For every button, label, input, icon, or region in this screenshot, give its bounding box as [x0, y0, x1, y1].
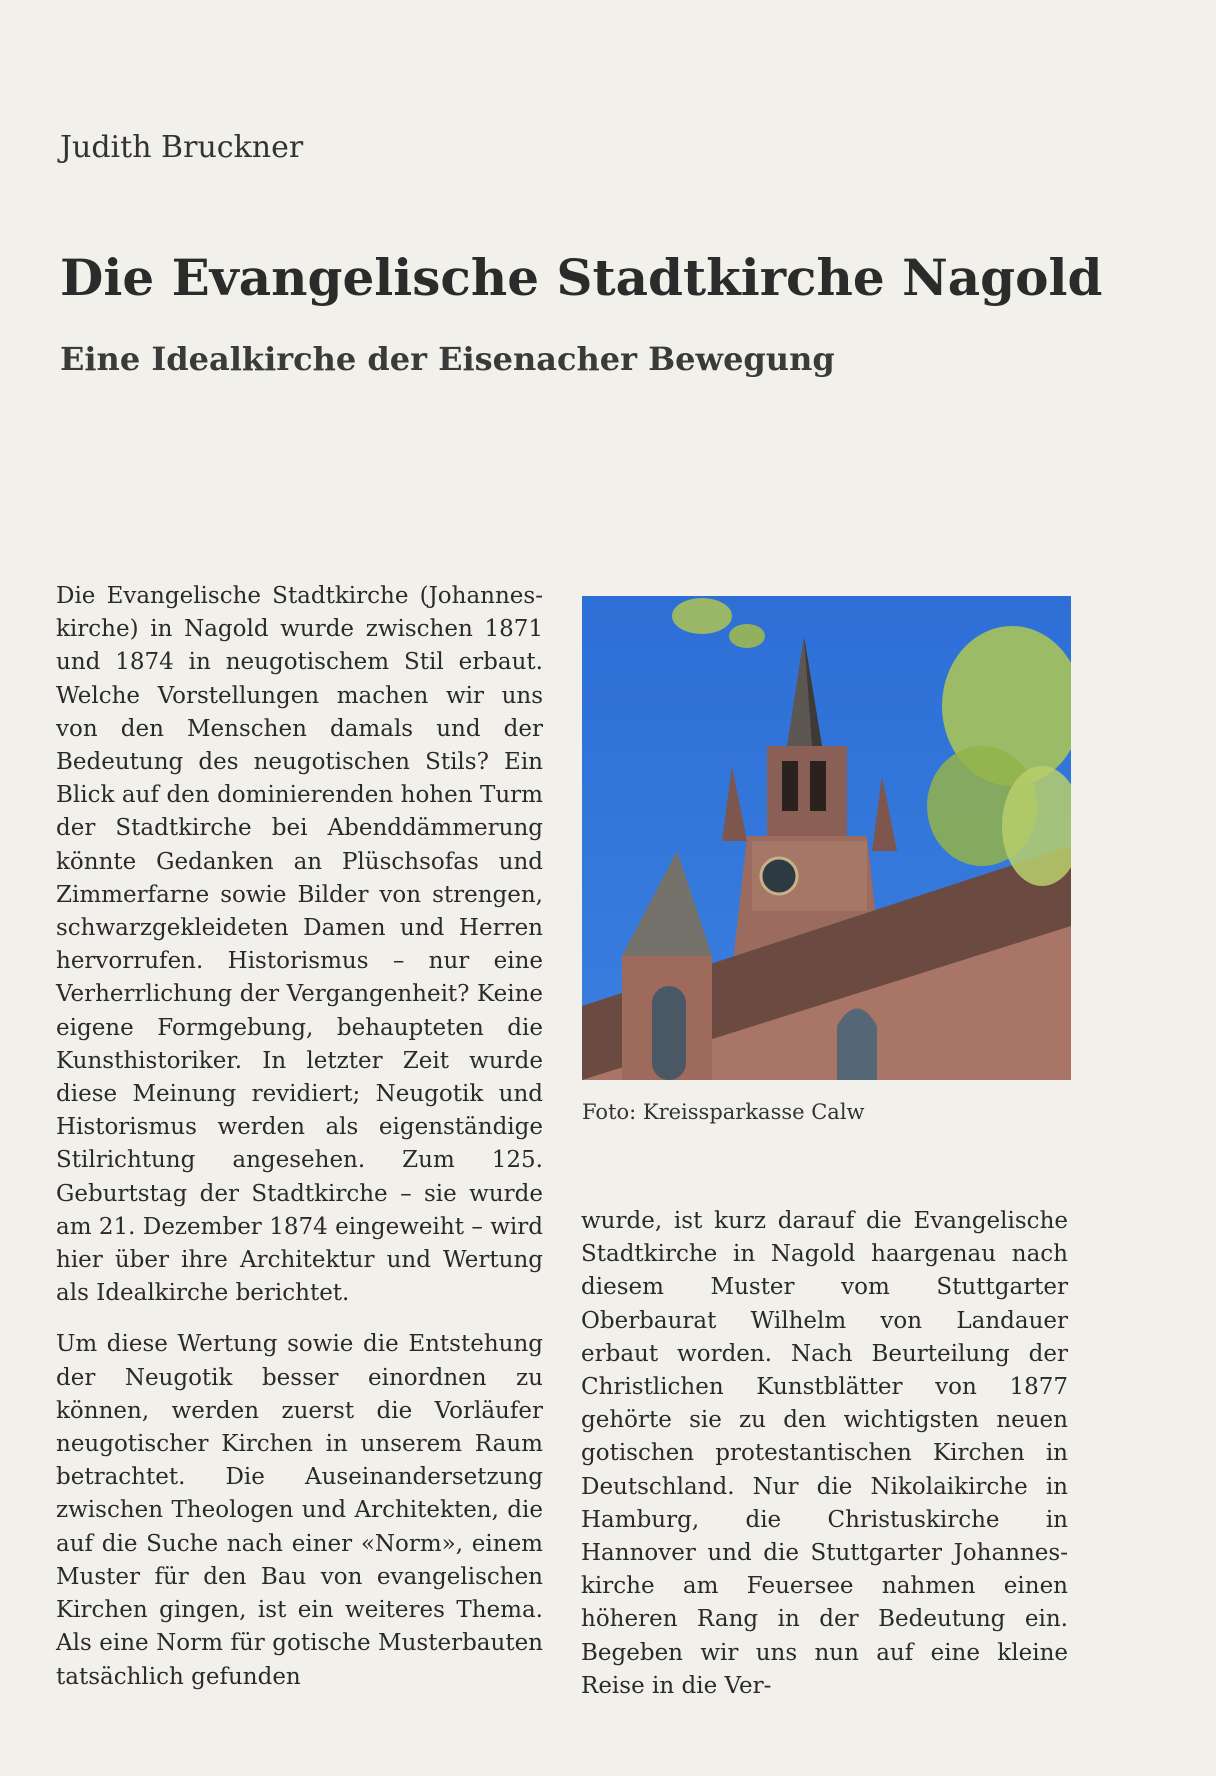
body-paragraph-right: wurde, ist kurz darauf die Evangelische Stadtkirche in Nagold haargenau nach diesem Muster vom Stuttgarter Oberbaurat Wilhelm von Landauer erbaut worden. Nach Beurteilung der Christlichen Kunstblätter von 1877 gehörte sie zu den wichtigsten neuen gotischen protestantischen Kirchen in Deutschland. Nur die Nikolaikirche in Hamburg, die Christuskirche in Hannover und die Stuttgarter Johanneskirche am Feuersee nahmen einen höheren Rang in der Bedeutung ein. Begeben wir uns nun auf eine kleine Reise in die Ver-	[581, 1208, 1068, 1699]
article-subtitle: Eine Idealkirche der Eisenacher Bewegung	[60, 340, 835, 378]
right-column	[581, 1205, 1068, 1703]
body-paragraph-left: Um diese Wertung sowie die Entstehung der Neugotik besser einordnen zu können, werden zuerst die Vorläufer neugotischer Kirchen in unserem Raum betrachtet. Die Auseinandersetzung zwischen Theologen und Architekten, die auf die Suche nach einer «Norm», einem Muster für den Bau von evangelischen Kirchen gingen, ist ein weiteres Thema. Als eine Norm für gotische Musterbauten tatsächlich gefunden	[56, 1331, 543, 1690]
photo-caption: Foto: Kreissparkasse Calw	[582, 1100, 865, 1124]
church-photo	[582, 596, 1071, 1080]
article-title: Die Evangelische Stadtkirche Nagold	[60, 248, 1103, 307]
intro-paragraph: Die Evangelische Stadtkirche (Johanneskirche) in Nagold wurde zwischen 1871 und 1874 in neugotischem Stil erbaut. Welche Vorstellungen machen wir uns von den Menschen damals und der Bedeutung des neugotischen Stils? Ein Blick auf den dominierenden hohen Turm der Stadtkirche bei Abenddämmerung könnte Gedanken an Plüschsofas und Zimmerfarne sowie Bilder von strengen, schwarzgekleideten Damen und Herren hervorrufen. Historismus – nur eine Verherrlichung der Vergangenheit? Keine eigene Formgebung, behaupteten die Kunsthistoriker. In letzter Zeit wurde diese Meinung revidiert; Neugotik und Historismus werden als eigenständige Stilrichtung angesehen. Zum 125. Geburtstag der Stadtkirche – sie wurde am 21. Dezember 1874 eingeweiht – wird hier über ihre Architektur und Wertung als Idealkirche berichtet.	[56, 583, 543, 1307]
author-name: Judith Bruckner	[60, 130, 304, 165]
left-column	[56, 580, 543, 1694]
